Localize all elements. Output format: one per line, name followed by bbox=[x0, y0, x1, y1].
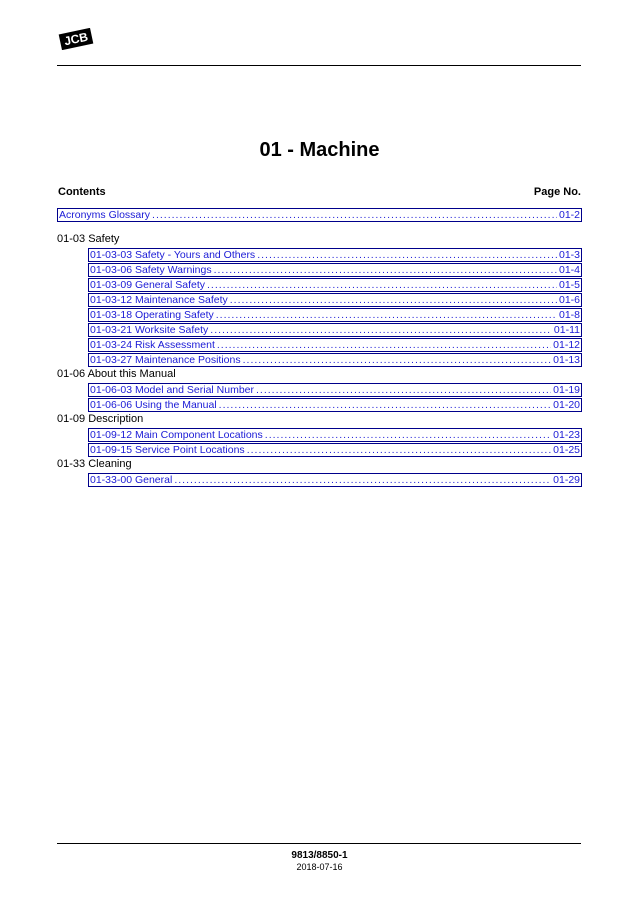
toc-link-page: 01-4 bbox=[558, 264, 580, 276]
toc-link-page: 01-13 bbox=[553, 354, 580, 366]
table-of-contents bbox=[57, 208, 582, 488]
toc-link[interactable] bbox=[88, 308, 582, 322]
toc-link-label: 01-09-15 Service Point Locations bbox=[90, 444, 245, 456]
dot-leader bbox=[216, 310, 557, 321]
toc-section-heading: 01-09 Description bbox=[57, 413, 144, 425]
toc-link-page: 01-29 bbox=[553, 474, 580, 486]
toc-link-page: 01-12 bbox=[553, 339, 580, 351]
toc-link-page: 01-23 bbox=[553, 429, 580, 441]
header-divider bbox=[57, 65, 581, 66]
page-number-heading: Page No. bbox=[533, 186, 581, 198]
toc-link-label: 01-03-18 Operating Safety bbox=[90, 309, 214, 321]
toc-link[interactable] bbox=[88, 353, 582, 367]
dot-leader bbox=[152, 210, 557, 221]
toc-link-page: 01-8 bbox=[558, 309, 580, 321]
dot-leader bbox=[174, 475, 551, 486]
toc-link-label: 01-33-00 General bbox=[90, 474, 173, 486]
toc-link-label: 01-06-03 Model and Serial Number bbox=[90, 384, 255, 396]
toc-link-label: 01-03-06 Safety Warnings bbox=[90, 264, 212, 276]
dot-leader bbox=[243, 355, 552, 366]
toc-link-page: 01-25 bbox=[553, 444, 580, 456]
toc-link-label: Acronyms Glossary bbox=[59, 209, 151, 221]
dot-leader bbox=[219, 400, 551, 411]
toc-link[interactable] bbox=[88, 323, 582, 337]
toc-link[interactable] bbox=[88, 338, 582, 352]
toc-link-page: 01-2 bbox=[558, 209, 580, 221]
toc-link-page: 01-19 bbox=[553, 384, 580, 396]
toc-link-label: 01-03-12 Maintenance Safety bbox=[90, 294, 228, 306]
toc-section-heading: 01-06 About this Manual bbox=[57, 368, 176, 380]
toc-link-label: 01-09-12 Main Component Locations bbox=[90, 429, 263, 441]
document-number: 9813/8850-1 bbox=[291, 850, 348, 861]
toc-link[interactable] bbox=[88, 428, 582, 442]
toc-link-page: 01-20 bbox=[553, 399, 580, 411]
toc-link[interactable] bbox=[88, 263, 582, 277]
footer-divider bbox=[57, 843, 581, 844]
toc-link-label: 01-03-24 Risk Assessment bbox=[90, 339, 215, 351]
dot-leader bbox=[247, 445, 551, 456]
dot-leader bbox=[230, 295, 557, 306]
logo-text: JCB bbox=[62, 29, 90, 49]
toc-link[interactable] bbox=[88, 278, 582, 292]
dot-leader bbox=[256, 385, 551, 396]
dot-leader bbox=[217, 340, 551, 351]
document-date: 2018-07-16 bbox=[296, 862, 343, 872]
toc-link[interactable] bbox=[88, 248, 582, 262]
dot-leader bbox=[265, 430, 551, 441]
toc-link-page: 01-11 bbox=[553, 324, 580, 336]
toc-link[interactable] bbox=[88, 383, 582, 397]
toc-link-page: 01-5 bbox=[558, 279, 580, 291]
toc-section-heading: 01-33 Cleaning bbox=[57, 458, 132, 470]
toc-link-label: 01-03-27 Maintenance Positions bbox=[90, 354, 241, 366]
dot-leader bbox=[207, 280, 557, 291]
toc-link-page: 01-6 bbox=[558, 294, 580, 306]
toc-link-label: 01-03-09 General Safety bbox=[90, 279, 205, 291]
dot-leader bbox=[214, 265, 557, 276]
toc-link-page: 01-3 bbox=[558, 249, 580, 261]
toc-link-acronyms-glossary[interactable] bbox=[57, 208, 582, 222]
toc-link[interactable] bbox=[88, 293, 582, 307]
toc-link[interactable] bbox=[88, 443, 582, 457]
toc-section-heading: 01-03 Safety bbox=[57, 233, 120, 245]
toc-link-label: 01-06-06 Using the Manual bbox=[90, 399, 217, 411]
jcb-logo bbox=[58, 28, 94, 50]
toc-link-label: 01-03-21 Worksite Safety bbox=[90, 324, 209, 336]
toc-link[interactable] bbox=[88, 398, 582, 412]
dot-leader bbox=[257, 250, 557, 261]
page-title: 01 - Machine bbox=[259, 139, 380, 161]
toc-link[interactable] bbox=[88, 473, 582, 487]
contents-heading: Contents bbox=[58, 186, 106, 198]
dot-leader bbox=[210, 325, 552, 336]
toc-link-label: 01-03-03 Safety - Yours and Others bbox=[90, 249, 256, 261]
